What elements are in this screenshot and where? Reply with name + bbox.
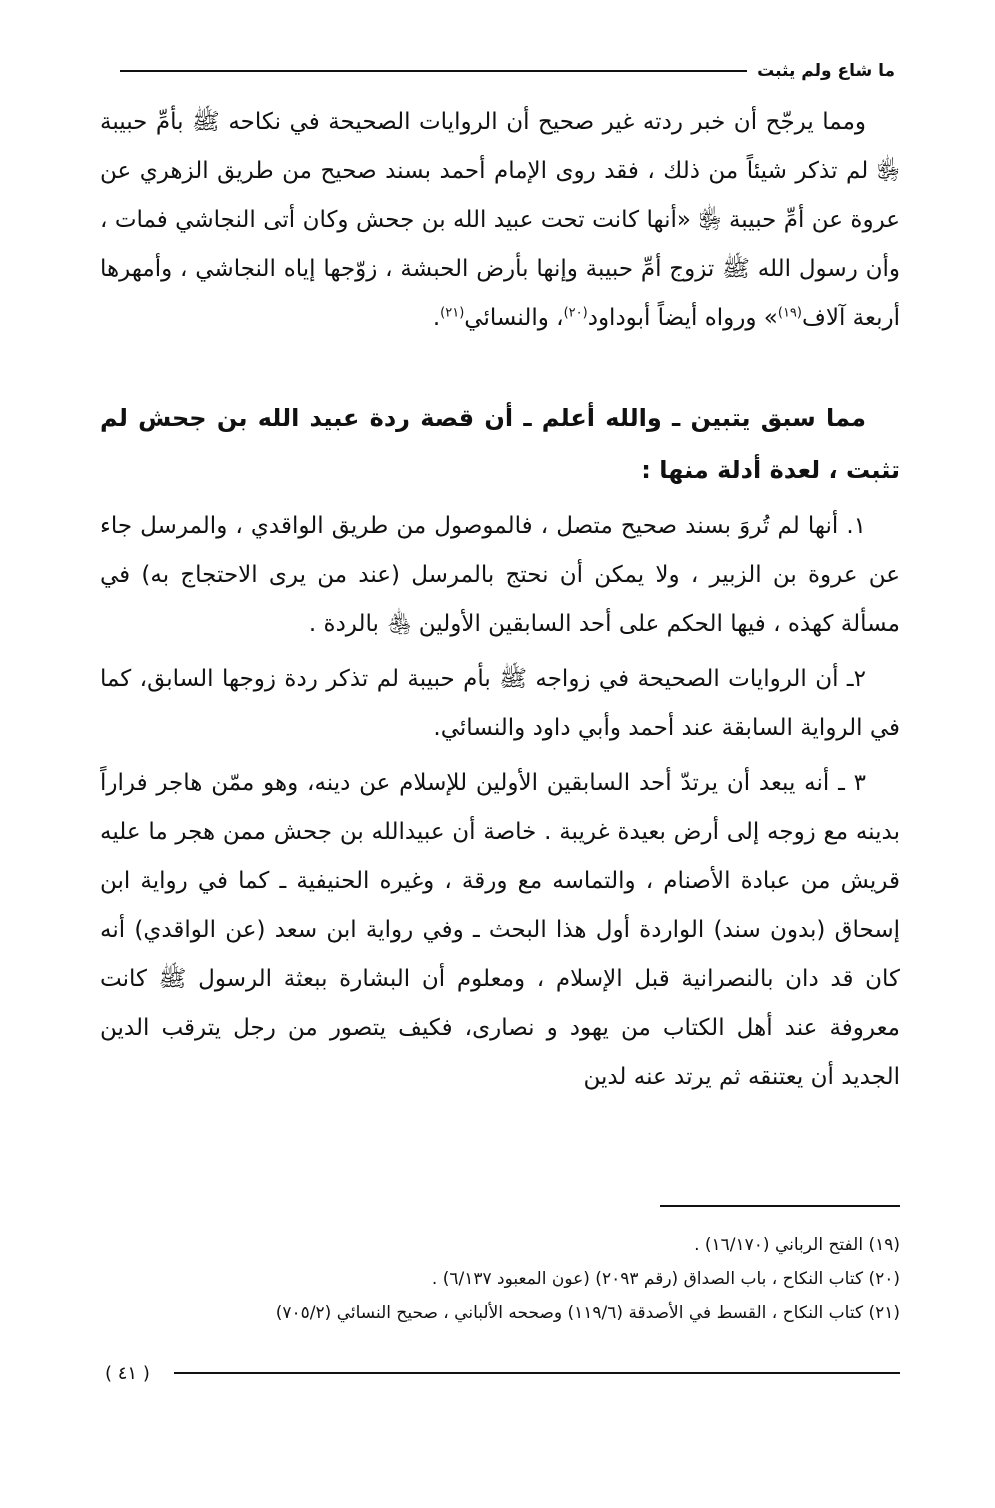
- running-header: [120, 56, 895, 86]
- footnote-ref-20: (٢٠): [563, 305, 588, 321]
- footnote-separator: [660, 1205, 900, 1207]
- footnote-21: (٢١) كتاب النكاح ، القسط في الأصدقة (١١٩/٦) وصححه الألباني ، صحيح النسائي (٧٠٥/٢): [275, 1303, 900, 1323]
- header-rule: [120, 70, 747, 72]
- footnote-19: (١٩) الفتح الرباني (١٦/١٧٠) .: [694, 1235, 900, 1255]
- footer-rule: [174, 1372, 900, 1374]
- footnote-ref-21: (٢١): [440, 305, 465, 321]
- running-header-title: ما شاع ولم يثبت: [757, 61, 895, 81]
- page-number: ( ٤١ ): [105, 1362, 150, 1384]
- paragraph-1-cont2: ، والنسائي: [464, 305, 564, 331]
- evidence-item-2: ٢ـ أن الروايات الصحيحة في زواجه ﷺ بأم حبيبة لم تذكر ردة زوجها السابق، كما في الرواية السابقة عند أحمد وأبي داود والنسائي.: [100, 666, 900, 741]
- page-footer: [105, 1358, 900, 1388]
- footnote-ref-19: (١٩): [777, 305, 802, 321]
- main-text: [100, 98, 900, 1102]
- evidence-item-3: ٣ ـ أنه يبعد أن يرتدّ أحد السابقين الأولين للإسلام عن دينه، وهو ممّن هاجر فراراً بدينه مع زوجه إلى أرض بعيدة غريبة . خاصة أن عبيدالله بن جحش ممن هجر ما عليه قريش من عبادة الأصنام ، والتماسه مع ورقة ، وغيره الحنيفية ـ كما في رواية ابن إسحاق (بدون سند) الواردة أول هذا البحث ـ وفي رواية ابن سعد (عن الواقدي) أنه كان قد دان بالنصرانية قبل الإسلام ، ومعلوم أن البشارة ببعثة الرسول ﷺ كانت معروفة عند أهل الكتاب من يهود و نصارى، فكيف يتصور من رجل يترقب الدين الجديد أن يعتنقه ثم يرتد عنه لدين: [100, 770, 900, 1090]
- paragraph-1: [100, 98, 900, 343]
- evidence-item-1: ١. أنها لم تُروَ بسند صحيح متصل ، فالموصول من طريق الواقدي ، والمرسل جاء عن عروة بن الزبير ، ولا يمكن أن نحتج بالمرسل (عند من يرى الاحتجاج به) في مسألة كهذه ، فيها الحكم على أحد السابقين الأولين ﵃ بالردة .: [100, 513, 900, 637]
- conclusion-heading: مما سبق يتبين ـ والله أعلم ـ أن قصة ردة عبيد الله بن جحش لم تثبت ، لعدة أدلة منها :: [100, 404, 900, 484]
- footnote-20: (٢٠) كتاب النكاح ، باب الصداق (رقم ٢٠٩٣) (عون المعبود ٦/١٣٧) .: [431, 1269, 900, 1289]
- paragraph-1-cont: » ورواه أيضاً أبوداود: [587, 305, 778, 331]
- paragraph-1-text: ومما يرجّح أن خبر ردته غير صحيح أن الروايات الصحيحة في نكاحه ﷺ بأمِّ حبيبة ﵂ لم تذكر شيئاً من ذلك ، فقد روى الإمام أحمد بسند صحيح من طريق الزهري عن عروة عن أمِّ حبيبة ﵂ «أنها كانت تحت عبيد الله بن جحش وكان أتى النجاشي فمات ، وأن رسول الله ﷺ تزوج أمِّ حبيبة وإنها بأرض الحبشة ، زوّجها إياه النجاشي ، وأمهرها أربعة آلاف: [100, 109, 900, 331]
- paragraph-1-end: .: [432, 305, 441, 331]
- footnotes: [100, 1228, 900, 1330]
